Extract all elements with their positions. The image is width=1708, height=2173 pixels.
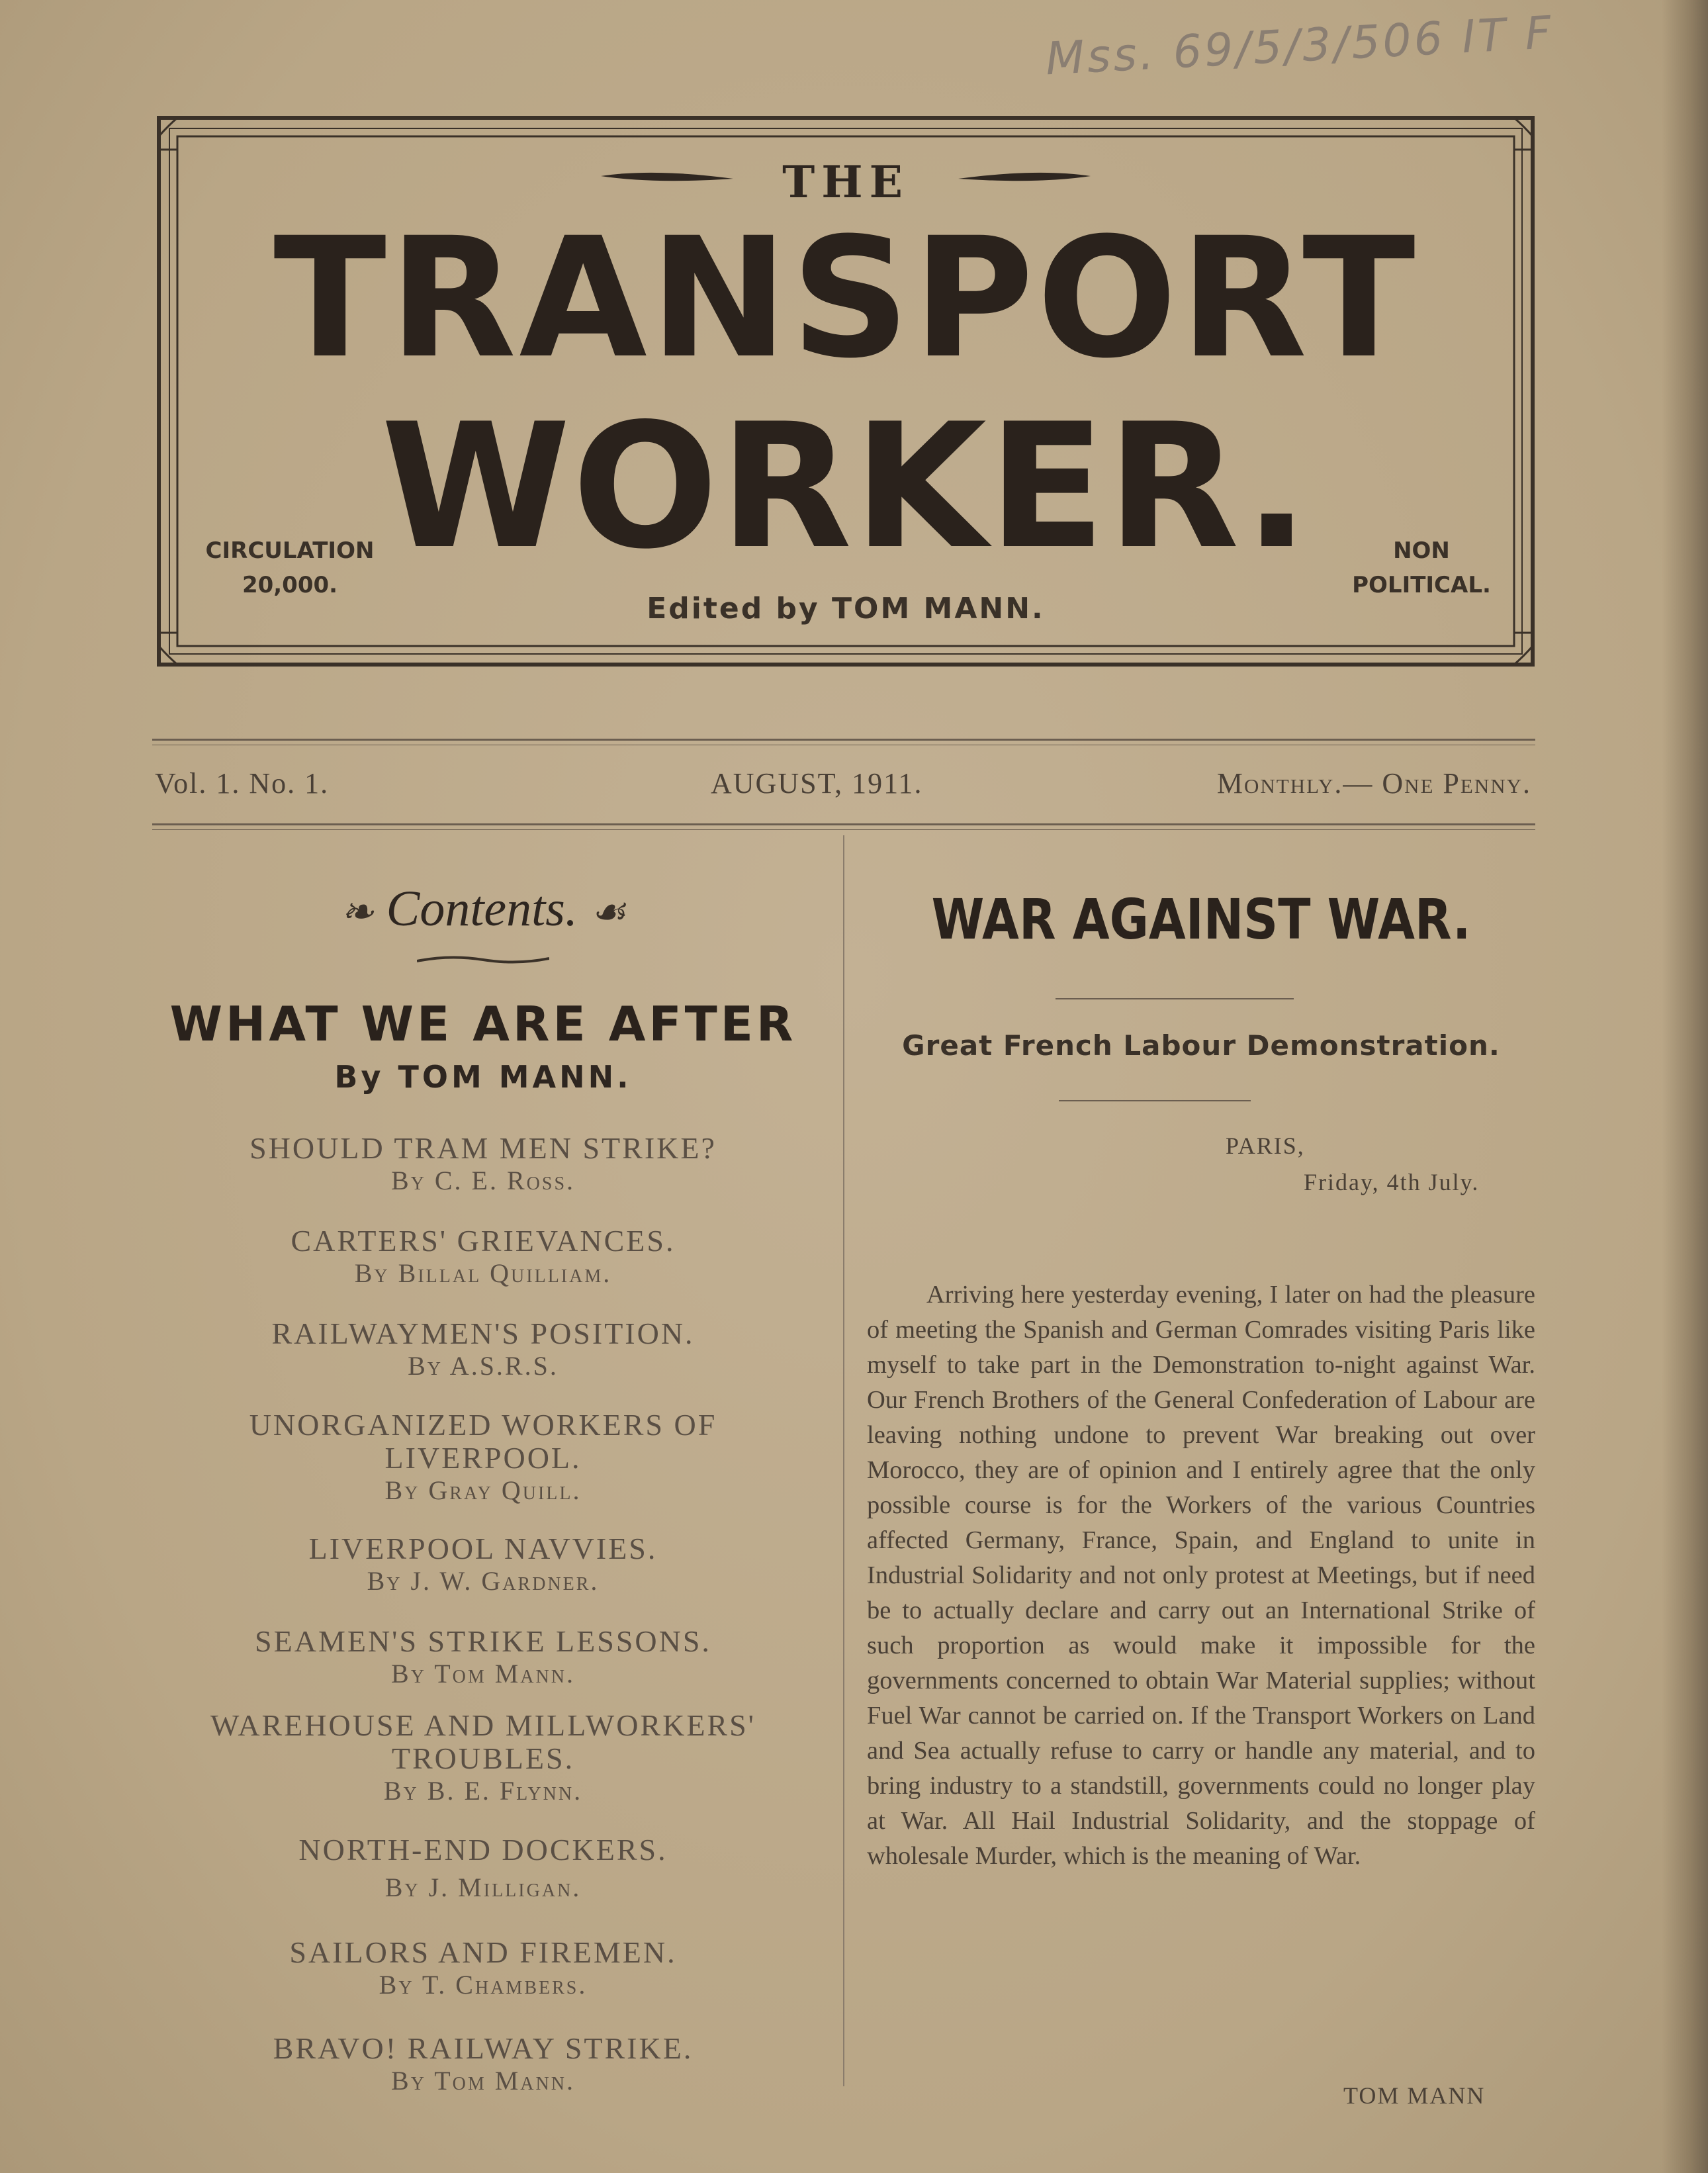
toc-item-title: RAILWAYMEN'S POSITION. <box>271 1317 695 1350</box>
toc-item-author: By J. Milligan. <box>384 1872 582 1902</box>
subheadline-rule <box>1059 1100 1251 1101</box>
lead-article-title: WHAT WE ARE AFTER <box>169 996 797 1052</box>
toc-item-author: By T. Chambers. <box>379 1970 588 2000</box>
dateline-bottom-rule-thin <box>152 829 1535 830</box>
ornament-right-icon: ☙ <box>590 890 626 934</box>
article-body: Arriving here yesterday evening, I later on had the pleasure of meeting the Spanish and German Comrades visiting Paris like myself to take part in the Demonstration to-night against War. Our French Brothers of the General Confederation of Labour are leaving nothing undone to prevent War breaking out over Morocco, they are of opinion and I entirely agree that the only possible course is for the Workers of the various Countries affected Germany, France, Spain, and England to unite in Industrial Solidarity and not only protest at Meetings, but if need be to actually declare and carry out an International Strike of such proportion as would make it impossible for the governments concerned to obtain War Material supplies; without Fuel War cannot be carried on. If the Transport Workers on Land and Sea actually refuse to carry or handle any material, and to bring industry to a standstill, governments could no longer play at War. All Hail Industrial Solidarity, and the stoppage of wholesale Murder, which is the meaning of War. <box>867 1281 1535 1870</box>
toc-item-title: SEAMEN'S STRIKE LESSONS. <box>255 1624 711 1658</box>
article-headline: WAR AGAINST WAR. <box>931 887 1471 952</box>
toc-item-author: By Billal Quilliam. <box>354 1258 612 1288</box>
toc-item-title: NORTH-END DOCKERS. <box>298 1833 668 1867</box>
toc-item <box>146 1625 821 1690</box>
article-date: Friday, 4th July. <box>1304 1169 1480 1195</box>
editor-credit: Edited by TOM MANN. <box>647 592 1045 625</box>
toc-item <box>146 1132 821 1197</box>
toc-item-author: By Tom Mann. <box>391 2066 575 2096</box>
page-edge-shadow <box>1662 0 1708 2173</box>
archive-reference-note: Mss. 69/5/3/506 IT F <box>1044 7 1555 86</box>
contents-heading <box>146 880 821 947</box>
toc-item <box>146 1409 821 1506</box>
circulation-label: CIRCULATION <box>205 537 375 564</box>
contents-column <box>146 854 821 2111</box>
toc-item-title: BRAVO! RAILWAY STRIKE. <box>273 2031 694 2065</box>
toc-item <box>146 1936 821 2001</box>
dateline <box>155 761 1531 808</box>
toc-item <box>146 1532 821 1597</box>
toc-item-title: WAREHOUSE AND MILLWORKERS' TROUBLES. <box>210 1708 756 1775</box>
column-divider <box>843 835 844 2086</box>
masthead-title-line-2: WORKER. <box>381 387 1311 587</box>
article-place: PARIS, <box>1226 1133 1305 1159</box>
toc-item <box>146 1317 821 1382</box>
toc-item-title: LIVERPOOL NAVVIES. <box>308 1532 658 1565</box>
article-signature: TOM MANN <box>1343 2082 1486 2109</box>
ornament-left-icon: ❧ <box>340 890 374 934</box>
dateline-bottom-rule <box>152 823 1535 825</box>
the-word: THE <box>782 156 909 208</box>
toc-item-title: SHOULD TRAM MEN STRIKE? <box>249 1131 717 1165</box>
non-label: NON <box>1393 537 1450 564</box>
toc-item-author: By Gray Quill. <box>384 1475 582 1505</box>
toc-item <box>146 1709 821 1807</box>
toc-item <box>146 1833 821 1904</box>
article-subheadline: Great French Labour Demonstration. <box>902 1029 1500 1062</box>
masthead-title-line-1: TRANSPORT <box>273 202 1418 394</box>
dateline-top-rule <box>152 739 1535 741</box>
volume-number: Vol. 1. No. 1. <box>155 767 330 800</box>
toc-item-author: By A.S.R.S. <box>408 1351 559 1381</box>
article-column <box>860 854 1542 2111</box>
masthead <box>151 110 1541 672</box>
toc-item-author: By J. W. Gardner. <box>367 1566 600 1596</box>
issue-date: AUGUST, 1911. <box>711 767 923 800</box>
contents-flourish-icon <box>417 953 549 966</box>
toc-item-title: CARTERS' GRIEVANCES. <box>291 1224 676 1258</box>
toc-item <box>146 1225 821 1289</box>
toc-item-title: UNORGANIZED WORKERS OF LIVERPOOL. <box>249 1408 717 1475</box>
toc-item-author: By Tom Mann. <box>391 1659 575 1688</box>
issue-price: Monthly.— One Penny. <box>1216 767 1531 800</box>
headline-rule <box>1056 998 1294 999</box>
contents-heading-text: Contents. <box>386 881 578 937</box>
toc-item-author: By B. E. Flynn. <box>383 1776 583 1806</box>
circulation-value: 20,000. <box>242 572 338 598</box>
toc-item-author: By C. E. Ross. <box>390 1166 576 1195</box>
political-label: POLITICAL. <box>1352 572 1491 598</box>
toc-item <box>146 2032 821 2097</box>
toc-item-title: SAILORS AND FIREMEN. <box>289 1935 677 1969</box>
lead-article-author: By TOM MANN. <box>334 1059 632 1095</box>
